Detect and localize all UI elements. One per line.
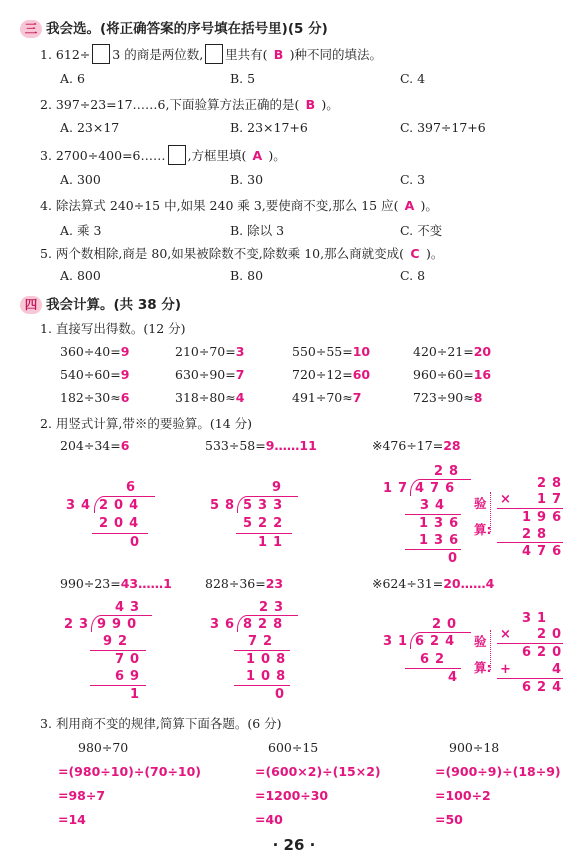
option-a: A. 300 [60, 172, 101, 187]
answer: B [305, 97, 316, 112]
question-2: 2. 397÷23=17……6,下面验算方法正确的是( B )。 [40, 97, 339, 112]
vert-question: 533÷58=9……11 [205, 438, 317, 453]
option-c: C. 3 [400, 172, 426, 187]
option-b: B. 23×17+6 [230, 120, 308, 135]
option-c: C. 4 [400, 71, 426, 86]
section-title: 我会选。(将正确答案的序号填在括号里)(5 分) [46, 21, 328, 37]
part-2-title: 2. 用竖式计算,带※的要验算。(14 分) [40, 416, 253, 431]
oral-item: 720÷12=60 [292, 367, 371, 382]
question-4: 4. 除法算式 240÷15 中,如果 240 乘 3,要使商不变,那么 15 应( A )。 [40, 198, 438, 213]
option-b: B. 除以 3 [230, 223, 285, 238]
oral-item: 550÷55=10 [292, 344, 371, 359]
oral-item: 960÷60=16 [413, 367, 492, 382]
blank-box [168, 145, 186, 165]
answer: A [404, 198, 415, 213]
oral-item: 210÷70=3 [175, 344, 245, 359]
option-c: C. 8 [400, 268, 426, 283]
option-b: B. 5 [230, 71, 256, 86]
vert-question: ※476÷17=28 [372, 438, 461, 453]
oral-item: 630÷90=7 [175, 367, 245, 382]
question-3: 3. 2700÷400=6…… ,方框里填( A )。 [40, 145, 286, 165]
option-a: A. 乘 3 [60, 223, 102, 238]
section-badge: 三 [20, 20, 42, 38]
oral-item: 182÷30≈6 [60, 390, 130, 405]
oral-item: 723÷90≈8 [413, 390, 483, 405]
question-5: 5. 两个数相除,商是 80,如果被除数不变,除数乘 10,那么商就变成( C )。 [40, 246, 444, 261]
oral-item: 360÷40=9 [60, 344, 130, 359]
blank-box [92, 44, 110, 64]
blank-box [205, 44, 223, 64]
option-a: A. 23×17 [60, 120, 120, 135]
oral-item: 318÷80≈4 [175, 390, 245, 405]
page-number: · 26 · [272, 836, 316, 854]
option-c: C. 不变 [400, 223, 443, 238]
answer: B [273, 47, 284, 62]
answer: C [410, 246, 420, 261]
oral-item: 420÷21=20 [413, 344, 492, 359]
section-4-header [20, 293, 181, 314]
option-a: A. 800 [60, 268, 101, 283]
question-1: 1. 612÷ 3 的商是两位数, 里共有( B )种不同的填法。 [40, 44, 382, 64]
option-b: B. 80 [230, 268, 264, 283]
part-1-title: 1. 直接写出得数。(12 分) [40, 321, 186, 336]
vert-question: ※624÷31=20……4 [372, 576, 495, 591]
answer: A [252, 148, 263, 163]
section-badge: 四 [20, 296, 42, 314]
section-title: 我会计算。(共 38 分) [46, 297, 182, 313]
option-b: B. 30 [230, 172, 264, 187]
oral-item: 491÷70≈7 [292, 390, 362, 405]
part-3-title: 3. 利用商不变的规律,简算下面各题。(6 分) [40, 716, 282, 731]
vert-question: 990÷23=43……1 [60, 576, 172, 591]
oral-item: 540÷60=9 [60, 367, 130, 382]
option-c: C. 397÷17+6 [400, 120, 486, 135]
vert-question: 204÷34=6 [60, 438, 130, 453]
section-3-header [20, 17, 328, 38]
option-a: A. 6 [60, 71, 85, 86]
vert-question: 828÷36=23 [205, 576, 284, 591]
